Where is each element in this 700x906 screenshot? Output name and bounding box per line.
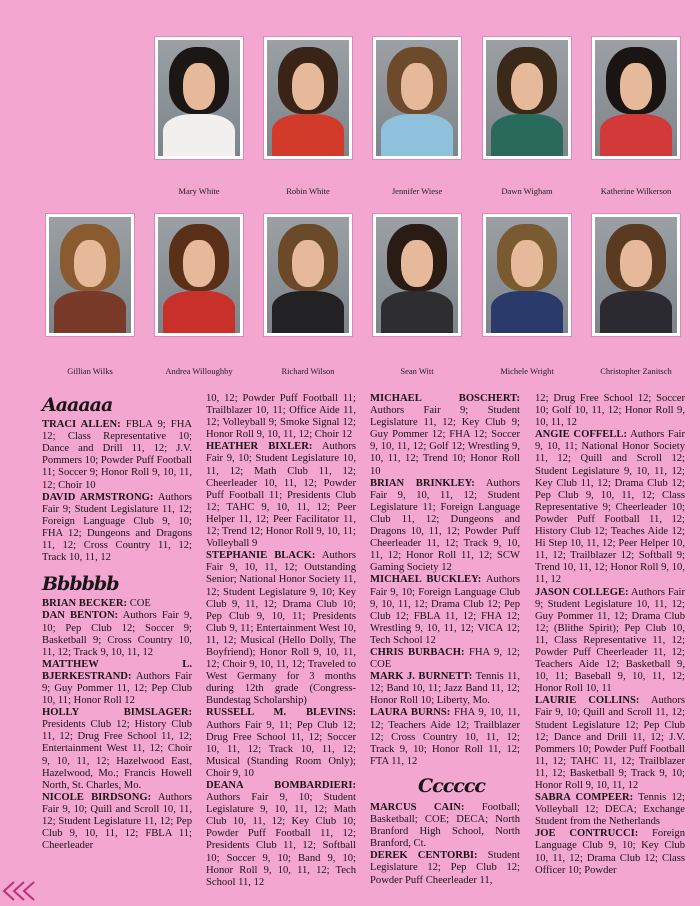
portrait-photo	[483, 214, 571, 336]
portrait-caption: Sean Witt	[400, 366, 434, 376]
portrait-photo	[483, 37, 571, 159]
portrait-image	[376, 40, 458, 156]
portrait-photo	[592, 214, 680, 336]
senior-entry: LAURA BURNS: FHA 9, 10, 11, 12; Teachers Aide 12; Trailblazer 12; Cross Country 10, 11, 12; Track 9, 10; Honor Roll 11, 12; FTA 11, 12	[370, 707, 520, 767]
senior-entry: DEANA BOMBARDIERI: Authors Fair 9, 10; Student Legislature 9, 10, 11, 12; Math Club 10, 11, 12; Key Club 10; Powder Puff Football 11, 12; Presidents Club 11, 12; Softball 10; Soccer 9, 10; Band 9, 10; Honor Roll 9, 10, 11, 12; Tech School 11, 12	[206, 780, 356, 888]
portrait-caption: Andrea Willoughby	[165, 366, 233, 376]
text-column-1	[42, 393, 192, 852]
portrait-image	[595, 40, 677, 156]
senior-entry: BRIAN BRINKLEY: Authors Fair 9, 10, 11, 12; Student Legislature 11; Foreign Language Club 11, 12; Dungeons and Dragons 10, 11, 12; Powder Puff Cheerleader 11, 12; Track 9, 10, 11, 12; Honor Roll 11, 12; SCW Gaming Society 12	[370, 477, 520, 574]
senior-entry: MARK J. BURNETT: Tennis 11, 12; Band 10, 11; Jazz Band 11, 12; Honor Roll 10; Liberty, Mo.	[370, 671, 520, 707]
senior-entry: MICHAEL BOSCHERT: Authors Fair 9; Student Legislature 11, 12; Key Club 9; Guy Pommer 12; FHA 12; Soccer 9, 10, 11, 12; Golf 12; Wrestling 9, 10, 11, 12; Trend 10; Honor Roll 10	[370, 393, 520, 477]
senior-entry: RUSSELL M. BLEVINS: Authors Fair 9, 11; Pep Club 12; Drug Free School 11, 12; Soccer 10, 11, 12; Track 10, 11, 12; Musical (Standing Room Only); Choir 9, 10	[206, 707, 356, 779]
portrait-photo	[155, 214, 243, 336]
senior-entry: TRACI ALLEN: FBLA 9; FHA 12; Class Representative 10; Dance and Drill 11, 12; J.V. Pommers 10; Powder Puff Football 11; Soccer 9; Honor Roll 9, 10, 11, 12; Choir 10	[42, 419, 192, 491]
chevron-left-decoration-icon	[2, 880, 42, 902]
senior-entry: LAURIE COLLINS: Authors Fair 9, 10; Quill and Scroll 11, 12; Student Legislature 12; Pep Club 12; Dance and Drill 11, 12; J.V. Pommers 10; Powder Puff Football 11, 12; TAHC 11, 12; Trailblazer 11, 12; Basketball 9; Track 9, 10; Honor Roll 9, 10, 11, 12	[535, 695, 685, 791]
portrait-photo	[264, 214, 352, 336]
portrait-image	[267, 217, 349, 333]
senior-entry: 10, 12; Powder Puff Football 11; Trailblazer 10, 11; Office Aide 11, 12; Volleyball 9; Smoke Signal 12; Honor Roll 9, 10, 11, 12; Choir 12	[206, 393, 356, 441]
senior-entry: SABRA COMPEER: Tennis 12; Volleyball 12; DECA; Exchange Student from the Netherlands	[535, 792, 685, 828]
portrait-photo	[46, 214, 134, 336]
text-column-2	[206, 393, 356, 889]
senior-entry: JOE CONTRUCCI: Foreign Language Club 9, 10; Key Club 10, 11, 12; Drama Club 12; Class Officer 10; Powder	[535, 828, 685, 876]
senior-entry: JASON COLLEGE: Authors Fair 9; Student Legislature 10, 11, 12; Guy Pommer 11, 12; Drama Club 12; (Blithe Spirit); Pep Club 10, 11, Class Representative 11, 12; Powder Puff Cheerleader 11, 12; Teachers Aide 12; Basketball 9, 10, 11; Baseball 9, 10, 11, 12; Honor Roll 10, 11	[535, 586, 685, 695]
senior-entry: DEREK CENTORBI: Student Legislature 12; Pep Club 12; Powder Puff Cheerleader 11,	[370, 850, 520, 886]
section-heading-c: Cccccc	[418, 774, 485, 797]
senior-entry: NICOLE BIRDSONG: Authors Fair 9, 10; Quill and Scroll 10, 11, 12; Student Legislature 11, 12; Pep Club 9, 10, 11, 12; FBLA 11; Cheerleader	[42, 791, 192, 852]
section-heading-a: Aaaaaa	[42, 394, 113, 416]
text-column-4	[535, 393, 685, 877]
senior-entry: BRIAN BECKER: COE	[42, 598, 151, 610]
senior-entry: MICHAEL BUCKLEY: Authors Fair 9, 10; Foreign Language Club 9, 10, 11, 12; Drama Club 12; Pep Club 12; FBLA 11, 12; FHA 12; Wrestling 9, 10, 11, 12; VICA 12; Tech School 12	[370, 574, 520, 646]
portrait-image	[486, 217, 568, 333]
senior-entry: MARCUS CAIN: Football; Basketball; COE; DECA; North Branford High School, North Branford, Ct.	[370, 802, 520, 850]
portrait-caption: Robin White	[286, 186, 330, 196]
portrait-image	[49, 217, 131, 333]
portrait-caption: Michele Wright	[500, 366, 554, 376]
portrait-image	[376, 217, 458, 333]
portrait-image	[595, 217, 677, 333]
portrait-photo	[264, 37, 352, 159]
portrait-photo	[592, 37, 680, 159]
senior-entry: HEATHER BIXLER: Authors Fair 9, 10; Student Legislature 10, 11, 12; Math Club 11, 12; Cheerleader 10, 11, 12; Powder Puff Football 11; Presidents Club 12; TAHC 9, 10, 11, 12; Peer Helper 11, 12; Peer Facilitator 11, 12; Trend 12; Honor Roll 9, 10, 11; Volleyball 9	[206, 441, 356, 550]
senior-entry: MATTHEW L. BJERKESTRAND: Authors Fair 9; Guy Pommer 11, 12; Pep Club 10, 11; Honor Roll 12	[42, 658, 192, 707]
portrait-caption: Gillian Wilks	[67, 366, 113, 376]
senior-entry: STEPHANIE BLACK: Authors Fair 9, 10, 11, 12; Outstanding Senior; National Honor Society 11, 12; Student Legislature 9, 10; Key Club 9, 11, 12; Drama Club 10; Pep Club 9, 10, 11; Presidents Club 9, 11; Entertainment West 10, 11, 12; Musical (Hello Dolly, The Boyfriend); Honor Roll 9, 10, 11, 12; Choir 9, 10, 11, 12; Traveled to West Germany for 3 months during 12th grade (Congress-Bundestag Scholarship)	[206, 550, 356, 707]
portrait-photo	[373, 214, 461, 336]
senior-entry: CHRIS BURBACH: FHA 9, 12; COE	[370, 646, 520, 671]
senior-entry: ANGIE COFFELL: Authors Fair 9, 10, 11; National Honor Society 11, 12; Quill and Scroll 12; Student Legislature 9, 10, 11, 12; Key Club 11, 12; Drama Club 12; Pep Club 9, 10, 11, 12; Class Representative 9; Cheerleader 10; Powder Puff Football 11, 12; History Club 12; Teaches Aide 12; Hi Step 10, 11, 12; Peer Helper 10, 11, 12; Trailblazer 12; Softball 9; Trend 10, 11, 12; Honor Roll 9, 10, 11, 12	[535, 429, 685, 586]
portrait-image	[486, 40, 568, 156]
portrait-image	[267, 40, 349, 156]
portrait-image	[158, 217, 240, 333]
portrait-caption: Katherine Wilkerson	[600, 186, 672, 196]
portrait-photo	[373, 37, 461, 159]
text-column-3	[370, 393, 520, 887]
portrait-caption: Christopher Zanitsch	[600, 366, 672, 376]
portrait-photo	[155, 37, 243, 159]
senior-entry: DAVID ARMSTRONG: Authors Fair 9; Student Legislature 11, 12; Foreign Language Club 9, 10; FHA 12; Dungeons and Dragons 11, 12; Cross Country 11, 12; Track 10, 11, 12	[42, 491, 192, 564]
senior-entry: DAN BENTON: Authors Fair 9, 10; Pep Club 12; Soccer 9; Basketball 9; Cross Country 10, 11, 12; Track 9, 10, 11, 12	[42, 610, 192, 658]
portrait-caption: Richard Wilson	[281, 366, 335, 376]
portrait-caption: Mary White	[178, 186, 220, 196]
senior-entry: 12; Drug Free School 12; Soccer 10; Golf 10, 11, 12; Honor Roll 9, 10, 11, 12	[535, 393, 685, 429]
section-heading-b: Bbbbbb	[42, 573, 119, 596]
portrait-caption: Dawn Wigham	[501, 186, 553, 196]
portrait-image	[158, 40, 240, 156]
senior-entry: HOLLY BIMSLAGER: Presidents Club 12; History Club 11, 12; Drug Free School 11, 12; Entertainment West 11, 12; Choir 9, 10, 11, 12; Hazelwood East, Hazelwood, Mo.; Francis Howell North, St. Charles, Mo.	[42, 707, 192, 791]
portrait-caption: Jennifer Wiese	[391, 186, 443, 196]
